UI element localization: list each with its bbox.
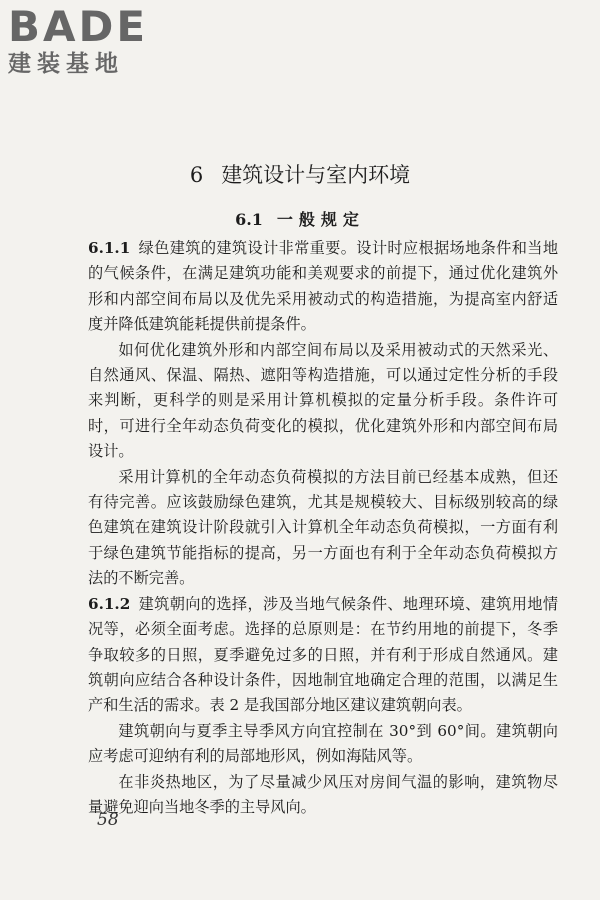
watermark-logo xyxy=(8,4,178,78)
chapter-number: 6 xyxy=(189,163,204,187)
clause-text: 建筑朝向的选择，涉及当地气候条件、地理环境、建筑用地情况等，必须全面考虑。选择的总原则是：在节约用地的前提下，冬季争取较多的日照，夏季避免过多的日照，并有利于形成自然通风。建筑朝向应结合各种设计条件，因地制宜地确定合理的范围，以满足生产和生活的需求。表 2 是我国部分地区建议建筑朝向表。 xyxy=(88,594,558,715)
clause-6-1-1 xyxy=(88,236,558,338)
page-number: 58 xyxy=(97,810,119,830)
logo-subtitle: 建装基地 xyxy=(8,51,124,77)
section-title xyxy=(0,208,600,232)
body-text xyxy=(88,236,558,820)
clause-number: 6.1.2 xyxy=(88,594,131,613)
chapter-title-text: 建筑设计与室内环境 xyxy=(221,163,411,187)
section-title-text: 一般规定 xyxy=(276,210,365,229)
clause-number: 6.1.1 xyxy=(88,239,131,257)
clause-6-1-2 xyxy=(88,592,558,719)
paragraph: 采用计算机的全年动态负荷模拟的方法目前已经基本成熟，但还有待完善。应该鼓励绿色建筑，尤其是规模较大、目标级别较高的绿色建筑在建筑设计阶段就引入计算机全年动态负荷模拟，一方面有利于绿色建筑节能指标的提高，另一方面也有利于全年动态负荷模拟方法的不断完善。 xyxy=(88,467,558,588)
paragraph: 在非炎热地区，为了尽量减少风压对房间气温的影响，建筑物尽量避免迎向当地冬季的主导风向。 xyxy=(88,772,558,816)
paragraph: 建筑朝向与夏季主导季风方向宜控制在 30°到 60°间。建筑朝向应考虑可迎纳有利的局部地形风，例如海陆风等。 xyxy=(88,721,558,766)
logo-wordmark: BADE xyxy=(8,2,149,51)
paragraph: 如何优化建筑外形和内部空间布局以及采用被动式的天然采光、自然通风、保温、隔热、遮阳等构造措施，可以通过定性分析的手段来判断，更科学的则是采用计算机模拟的定量分析手段。条件许可时，可进行全年动态负荷变化的模拟，优化建筑外形和内部空间布局设计。 xyxy=(88,340,558,461)
section-number: 6.1 xyxy=(235,210,263,229)
clause-text: 绿色建筑的建筑设计非常重要。设计时应根据场地条件和当地的气候条件，在满足建筑功能和美观要求的前提下，通过优化建筑外形和内部空间布局以及优先采用被动式的构造措施，为提高室内舒适度并降低建筑能耗提供前提条件。 xyxy=(88,239,558,334)
chapter-title xyxy=(0,160,600,190)
